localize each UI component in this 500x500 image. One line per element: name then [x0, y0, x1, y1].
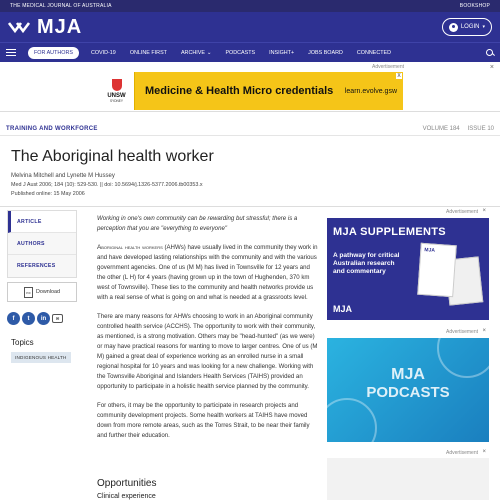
close-icon[interactable]: ×	[489, 64, 494, 71]
article-body	[97, 214, 319, 450]
journal-cover-image	[417, 243, 457, 297]
volume-issue	[423, 126, 494, 132]
supplements-title: MJA SUPPLEMENTS	[333, 226, 446, 238]
facebook-icon[interactable]: f	[7, 312, 20, 325]
nav-jobs-board[interactable]: JOBS BOARD	[308, 49, 343, 56]
topic-tag[interactable]: INDIGENOUS HEALTH	[11, 352, 71, 363]
ad-label-3: Advertisement	[446, 450, 478, 456]
article-title: The Aboriginal health worker	[11, 148, 214, 165]
chevron-logo-icon	[8, 19, 34, 35]
close-icon[interactable]: ×	[482, 328, 486, 334]
download-pdf-button[interactable]	[7, 282, 77, 302]
close-icon[interactable]: ×	[482, 208, 486, 214]
ad-choices-icon[interactable]: X	[397, 73, 401, 79]
pdf-icon: PDF	[24, 287, 33, 298]
issue[interactable]: ISSUE 10	[467, 125, 494, 132]
tab-authors[interactable]: AUTHORS	[8, 233, 76, 255]
citation: Med J Aust 2006; 184 (10): 529-530. || doi: 10.5694/j.1326-5377.2006.tb00353.x	[11, 182, 203, 188]
divider	[0, 206, 500, 207]
login-button[interactable]	[442, 18, 492, 36]
nav-archive[interactable]	[181, 50, 212, 56]
close-icon[interactable]: ×	[482, 449, 486, 455]
top-strip	[0, 0, 500, 12]
volume[interactable]: VOLUME 184	[422, 125, 460, 132]
nav-covid[interactable]: COVID-19	[90, 49, 116, 56]
paragraph-3: For others, it may be the opportunity to participate in research projects and community development projects. Some health workers at TAIHS have moved down from more remote areas, such as the Torres Strait, to be near their family and further their education.	[97, 402, 310, 439]
opportunities-heading: Opportunities	[97, 478, 157, 489]
section-label[interactable]: TRAINING AND WORKFORCE	[6, 125, 98, 132]
unsw-banner-ad[interactable]	[99, 72, 403, 110]
search-icon[interactable]	[486, 49, 494, 57]
podcasts-line1: MJA	[391, 366, 425, 383]
twitter-icon[interactable]: t	[22, 312, 35, 325]
authors: Melvina Mitchell and Lynette M Hussey	[11, 173, 115, 179]
nav-online-first[interactable]: ONLINE FIRST	[129, 49, 167, 56]
nav-for-authors[interactable]: FOR AUTHORS	[28, 47, 79, 59]
unsw-text: UNSW	[107, 93, 126, 99]
mja-podcasts-ad[interactable]	[327, 338, 489, 442]
nav-connected[interactable]: CONNECTED	[356, 49, 392, 56]
share-buttons	[7, 312, 63, 325]
supplements-logo: MJA	[333, 304, 353, 314]
menu-icon[interactable]	[6, 49, 16, 56]
mja-home-link[interactable]: THE MEDICAL JOURNAL OF AUSTRALIA	[10, 3, 112, 9]
ad-placeholder[interactable]	[327, 458, 489, 500]
topics-heading: Topics	[11, 338, 34, 347]
chevron-down-icon: ▾	[482, 24, 485, 30]
mja-logo[interactable]	[8, 16, 82, 39]
email-icon[interactable]: ✉	[52, 314, 63, 323]
site-header	[0, 12, 500, 42]
main-nav	[0, 42, 500, 62]
lead-paragraph: Working in one's own community can be rewarding but stressful; there is a perception that you are "everything to everyone"	[97, 215, 298, 232]
paragraph-1-text: (AHWs) have usually lived in the community they work in and have developed lasting relationships with the community and with the various government agencies. One of us (M M) has lived in Townsville for 12 years and the other (L H) for 4 years (having grown up in the town of Hughenden, 370 km west of Townsville). These ties to the community and health networks provide us with a real sense of what is going on and what is needed at a grassroots level.	[97, 244, 318, 301]
banner-url: learn.evolve.gsw	[344, 87, 397, 95]
download-label: Download	[36, 289, 60, 295]
logo-text: MJA	[37, 15, 83, 38]
ad-label: Advertisement	[372, 64, 404, 70]
crest-icon	[112, 79, 122, 91]
linkedin-icon[interactable]: in	[37, 312, 50, 325]
mja-supplements-ad[interactable]	[327, 218, 489, 320]
top-ad-row	[0, 62, 500, 112]
article-header	[0, 136, 500, 197]
supplements-text: A pathway for critical Australian research and commentary	[333, 252, 400, 275]
published-date: Published online: 15 May 2006	[11, 191, 85, 197]
ad-label-1: Advertisement	[446, 209, 478, 215]
banner-title: Medicine & Health Micro credentials	[145, 85, 334, 97]
paragraph-2: There are many reasons for AHWs choosing to work in an Aboriginal community controlled health service (ACCHS). The opportunity to work with their community, as mentioned, is a strong motivation. Others may be "head-hunted" (as we were) or may have practical reasons for wanting to move to larger centres. One of us (M M) gained a great deal of experience working as an enrolled nurse in a small regional hospital for 10 years and was looking for a new challenge. Working with the Townsville Aboriginal and Islanders Health Services (TAIHS) provided an opportunity to participate in a holistic health service planned by the community.	[97, 313, 318, 390]
ad-label-2: Advertisement	[446, 329, 478, 335]
tab-article[interactable]: ARTICLE	[8, 211, 76, 233]
podcasts-line2: PODCASTS	[366, 384, 450, 401]
tab-references[interactable]: REFERENCES	[8, 255, 76, 277]
nav-archive-label: ARCHIVE	[180, 49, 205, 56]
nav-insight[interactable]: INSIGHT+	[269, 49, 295, 56]
article-tabs	[7, 210, 77, 278]
section-row	[0, 122, 500, 136]
nav-podcasts[interactable]: PODCASTS	[225, 49, 256, 56]
decorative-circle	[327, 398, 377, 442]
unsw-logo	[99, 72, 135, 110]
paragraph-1-lead: Aboriginal health workers	[97, 244, 163, 251]
clinical-heading: Clinical experience	[97, 493, 156, 500]
chevron-down-icon: ⌄	[206, 49, 212, 56]
bookshop-link[interactable]: BOOKSHOP	[459, 3, 490, 9]
paragraph-1	[97, 243, 319, 303]
unsw-sub: SYDNEY	[109, 99, 124, 103]
user-icon	[449, 23, 458, 32]
login-label: LOGIN	[460, 24, 480, 30]
